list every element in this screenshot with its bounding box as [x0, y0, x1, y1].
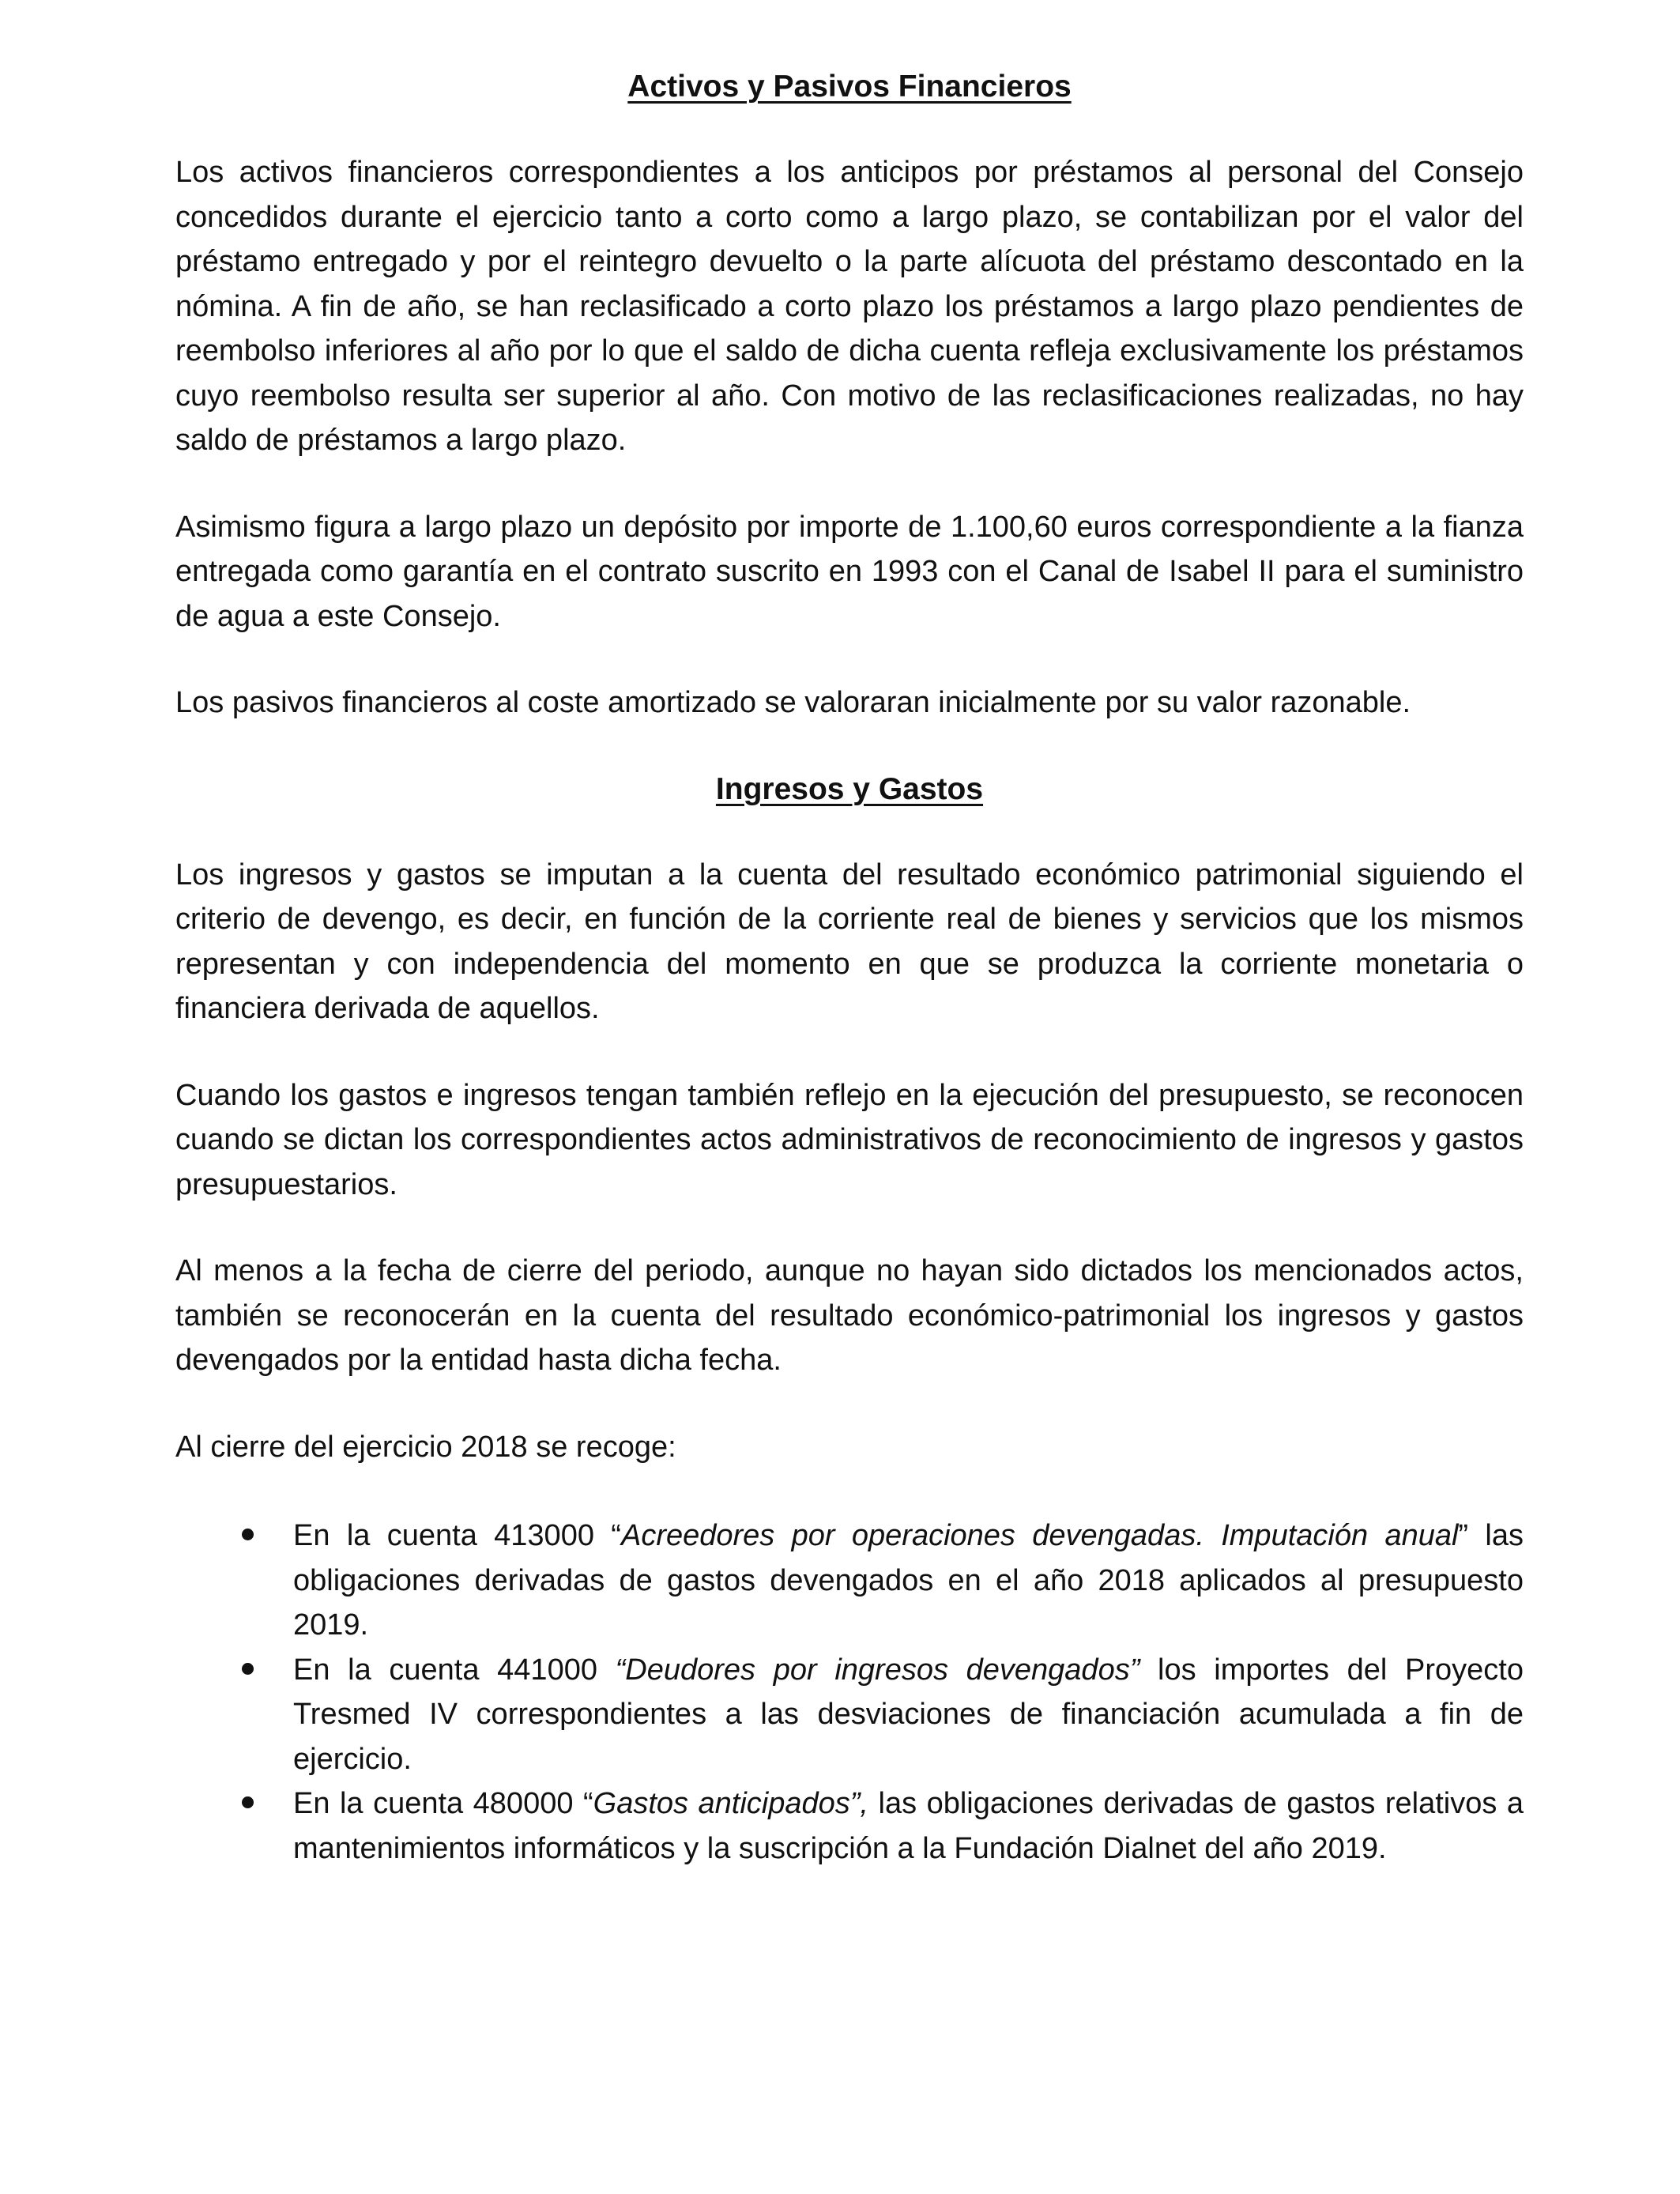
bullet-icon: [242, 1663, 254, 1675]
list-item-pre: En la cuenta 480000 “: [293, 1787, 593, 1820]
bullet-icon: [242, 1796, 254, 1808]
list-item-italic: Acreedores por operaciones devengadas. Imputación anual: [620, 1519, 1459, 1552]
paragraph-ingresos-3: Al menos a la fecha de cierre del periodo, aunque no hayan sido dictados los mencionados actos, también se reconocerán en la cuenta del resultado económico-patrimonial los ingresos y gastos devengados por la entidad hasta dicha fecha.: [175, 1254, 1524, 1377]
paragraph-ingresos-4: Al cierre del ejercicio 2018 se recoge:: [175, 1430, 676, 1464]
bullet-icon: [242, 1529, 254, 1540]
paragraph-ingresos-1: Los ingresos y gastos se imputan a la cuenta del resultado económico patrimonial siguiendo el criterio de devengo, es decir, en función de la corriente real de bienes y servicios que los mismos representan y con independencia del momento en que se produzca la corriente monetaria o financiera derivada de aquellos.: [175, 858, 1524, 1025]
section-title-ingresos-text: Ingresos y Gastos: [715, 771, 984, 806]
paragraph-ingresos-2: Cuando los gastos e ingresos tengan también reflejo en la ejecución del presupuesto, se reconocen cuando se dictan los correspondientes actos administrativos de reconocimiento de ingresos y gastos presupuestarios.: [175, 1078, 1524, 1201]
accounts-list: [175, 1514, 1524, 1871]
section-title-activos: [175, 65, 1524, 109]
paragraph-activos-3: Los pasivos financieros al coste amortizado se valoraran inicialmente por su valor razonable.: [175, 686, 1411, 719]
list-item-italic: Gastos anticipados”,: [593, 1787, 868, 1820]
list-item-post: ” las obligaciones derivadas de gastos devengados en el año 2018 aplicados al presupuesto 2019.: [293, 1519, 1524, 1642]
list-item-post: los importes del Proyecto Tresmed IV correspondientes a las desviaciones de financiación acumulada a fin de ejercicio.: [293, 1653, 1524, 1776]
list-item: [175, 1514, 1524, 1648]
list-item-pre: En la cuenta 441000: [293, 1653, 616, 1687]
list-item: [175, 1648, 1524, 1782]
list-item: [175, 1781, 1524, 1871]
paragraph-activos-2: Asimismo figura a largo plazo un depósito por importe de 1.100,60 euros correspondiente a la fianza entregada como garantía en el contrato suscrito en 1993 con el Canal de Isabel II para el suministro de agua a este Consejo.: [175, 510, 1524, 633]
section-title-ingresos: [175, 767, 1524, 812]
paragraph-activos-1: Los activos financieros correspondientes a los anticipos por préstamos al personal del Consejo concedidos durante el ejercicio tanto a corto como a largo plazo, se contabilizan por el valor del préstamo entregado y por el reintegro devuelto o la parte alícuota del préstamo descontado en la nómina. A fin de año, se han reclasificado a corto plazo los préstamos a largo plazo pendientes de reembolso inferiores al año por lo que el saldo de dicha cuenta refleja exclusivamente los préstamos cuyo reembolso resulta ser superior al año. Con motivo de las reclasificaciones realizadas, no hay saldo de préstamos a largo plazo.: [175, 156, 1524, 457]
section-title-activos-text: Activos y Pasivos Financieros: [627, 70, 1072, 104]
list-item-italic: “Deudores por ingresos devengados”: [615, 1653, 1140, 1687]
document-page: [175, 65, 1524, 1871]
list-item-pre: En la cuenta 413000 “: [293, 1519, 621, 1552]
list-item-post: las obligaciones derivadas de gastos relativos a mantenimientos informáticos y la suscripción a la Fundación Dialnet del año 2019.: [293, 1787, 1524, 1865]
